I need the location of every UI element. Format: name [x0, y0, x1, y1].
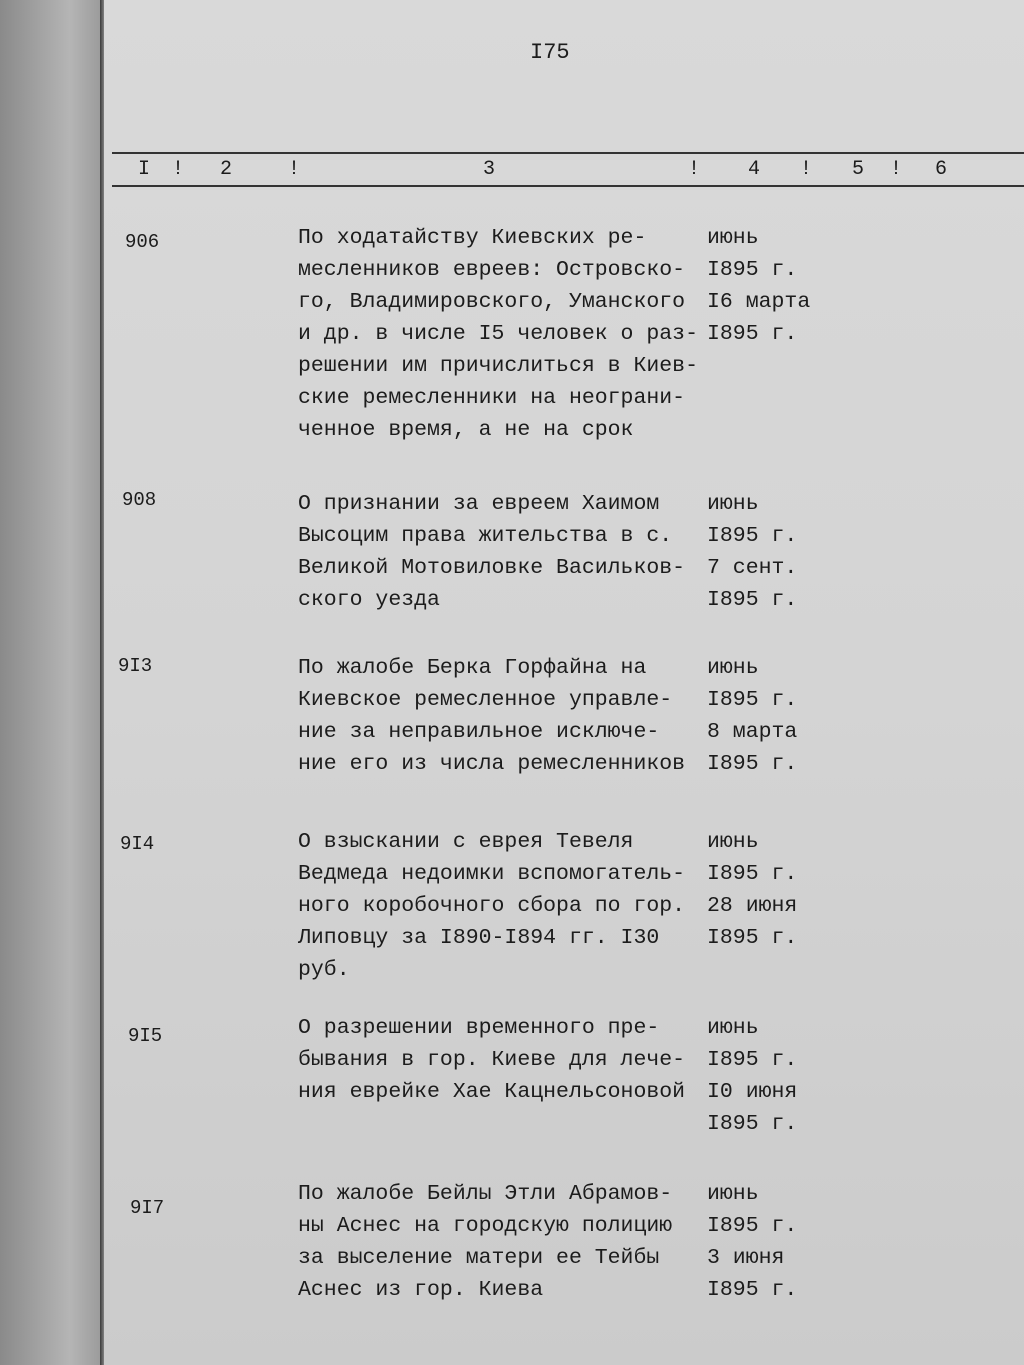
- column-header-3: 3: [483, 158, 496, 181]
- description-line: Великой Мотовиловке Васильков-: [298, 556, 686, 580]
- entry-number: 9I3: [118, 655, 153, 677]
- column-header-I: I: [138, 158, 151, 181]
- description-line: го, Владимировского, Уманского: [298, 290, 686, 314]
- date-line: июнь: [707, 1182, 759, 1206]
- left-page-edge: [0, 0, 100, 1365]
- entry-dates: [707, 222, 810, 350]
- entry-description: [298, 652, 685, 780]
- page-number: I75: [530, 40, 570, 65]
- entry-dates: [707, 1178, 797, 1306]
- column-header-5: 5: [852, 158, 865, 181]
- entry-description: [298, 222, 698, 446]
- entry-number: 908: [122, 489, 157, 511]
- description-line: Аснес из гор. Киева: [298, 1278, 544, 1302]
- description-line: О разрешении временного пре-: [298, 1016, 660, 1040]
- entry-description: [298, 1012, 685, 1108]
- description-line: за выселение матери ее Тейбы: [298, 1246, 660, 1270]
- description-line: ского уезда: [298, 588, 440, 612]
- date-line: 7 сент.: [707, 556, 798, 580]
- entry-description: [298, 488, 685, 616]
- description-line: решении им причислиться в Киев-: [298, 354, 698, 378]
- date-line: I895 г.: [707, 524, 798, 548]
- description-line: ченное время, а не на срок: [298, 418, 634, 442]
- description-line: По жалобе Берка Горфайна на: [298, 656, 647, 680]
- date-line: I895 г.: [707, 1278, 798, 1302]
- date-line: I0 июня: [707, 1080, 798, 1104]
- entry-number: 9I5: [128, 1025, 163, 1047]
- entry-number: 906: [125, 231, 160, 253]
- date-line: июнь: [707, 492, 759, 516]
- entry-dates: [707, 1012, 797, 1140]
- column-separator: !: [288, 158, 301, 181]
- date-line: I895 г.: [707, 258, 798, 282]
- description-line: месленников евреев: Островско-: [298, 258, 686, 282]
- date-line: I895 г.: [707, 752, 798, 776]
- description-line: По жалобе Бейлы Этли Абрамов-: [298, 1182, 673, 1206]
- entry-dates: [707, 652, 797, 780]
- header-top-rule: [112, 152, 1024, 154]
- description-line: руб.: [298, 958, 350, 982]
- header-bottom-rule: [112, 185, 1024, 187]
- column-separator: !: [800, 158, 813, 181]
- date-line: I895 г.: [707, 926, 798, 950]
- description-line: ны Аснес на городскую полицию: [298, 1214, 673, 1238]
- date-line: июнь: [707, 656, 759, 680]
- entry-dates: [707, 826, 797, 954]
- column-header-6: 6: [935, 158, 948, 181]
- date-line: 8 марта: [707, 720, 798, 744]
- description-line: и др. в числе I5 человек о раз-: [298, 322, 698, 346]
- entry-description: [298, 1178, 672, 1306]
- description-line: ские ремесленники на неограни-: [298, 386, 686, 410]
- description-line: О взыскании с еврея Тевеля: [298, 830, 634, 854]
- description-line: ного коробочного сбора по гор.: [298, 894, 686, 918]
- description-line: Киевское ремесленное управле-: [298, 688, 673, 712]
- description-line: Липовцу за I890-I894 гг. I30: [298, 926, 660, 950]
- description-line: По ходатайству Киевских ре-: [298, 226, 647, 250]
- date-line: I6 марта: [707, 290, 811, 314]
- description-line: ния еврейке Хае Кацнельсоновой: [298, 1080, 686, 1104]
- date-line: июнь: [707, 226, 759, 250]
- description-line: Ведмеда недоимки вспомогатель-: [298, 862, 686, 886]
- column-separator: !: [688, 158, 701, 181]
- description-line: ние его из числа ремесленников: [298, 752, 686, 776]
- column-header-4: 4: [748, 158, 761, 181]
- date-line: 28 июня: [707, 894, 798, 918]
- date-line: I895 г.: [707, 322, 798, 346]
- date-line: I895 г.: [707, 862, 798, 886]
- date-line: июнь: [707, 830, 759, 854]
- date-line: июнь: [707, 1016, 759, 1040]
- entry-description: [298, 826, 685, 986]
- description-line: Высоцим права жительства в с.: [298, 524, 673, 548]
- entry-number: 9I7: [130, 1197, 165, 1219]
- column-header-2: 2: [220, 158, 233, 181]
- date-line: I895 г.: [707, 588, 798, 612]
- date-line: I895 г.: [707, 688, 798, 712]
- column-separator: !: [172, 158, 185, 181]
- date-line: I895 г.: [707, 1112, 798, 1136]
- description-line: бывания в гор. Киеве для лече-: [298, 1048, 686, 1072]
- date-line: I895 г.: [707, 1048, 798, 1072]
- date-line: 3 июня: [707, 1246, 785, 1270]
- description-line: О признании за евреем Хаимом: [298, 492, 660, 516]
- entry-number: 9I4: [120, 833, 155, 855]
- column-separator: !: [890, 158, 903, 181]
- entry-dates: [707, 488, 797, 616]
- description-line: ние за неправильное исключе-: [298, 720, 660, 744]
- date-line: I895 г.: [707, 1214, 798, 1238]
